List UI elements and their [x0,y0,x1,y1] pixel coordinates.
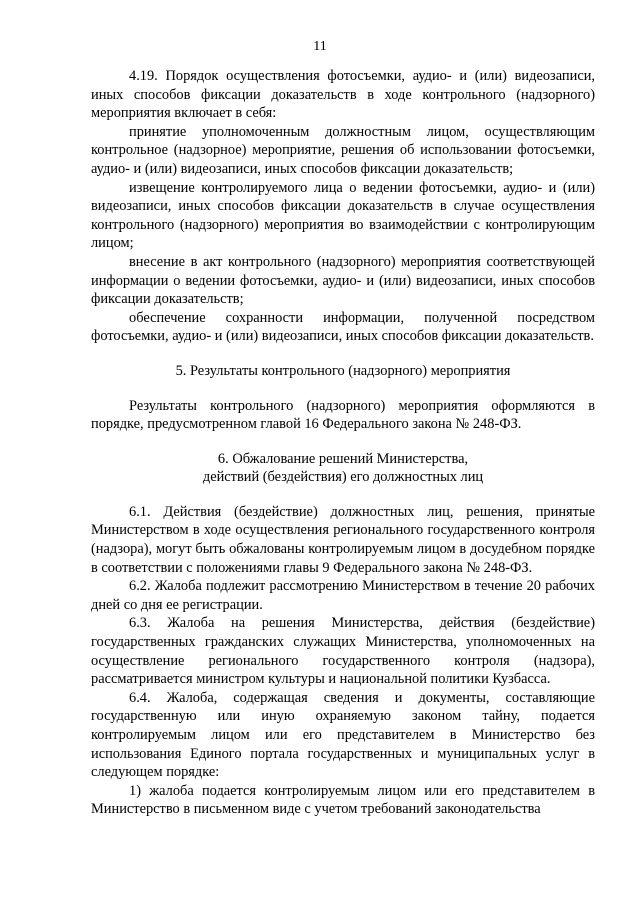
paragraph-item-notice: извещение контролируемого лица о ведении фотосъемки, аудио- и (или) видеозаписи, иных способов фиксации доказательств в случае осуществления контрольного (надзорного) мероприятия во взаимодействии с контролирующим лицом; [91,179,595,252]
paragraph-6-2: 6.2. Жалоба подлежит рассмотрению Министерством в течение 20 рабочих дней со дня ее регистрации. [91,578,595,613]
paragraph-4-19: 4.19. Порядок осуществления фотосъемки, аудио- и (или) видеозаписи, иных способов фиксации доказательств в ходе контрольного (надзорного) мероприятия включает в себя: [91,68,595,122]
section-6-heading-line1: 6. Обжалование решений Министерства, [217,450,469,467]
section-6-heading-line2: действий (бездействия) его должностных лиц [202,469,484,486]
paragraph-6-4: 6.4. Жалоба, содержащая сведения и документы, составляющие государственную или иную охраняемую законом тайну, подается контролируемым лицом или его представителем в Министерство без использования Единого портала государственных и муниципальных услуг в следующем порядке: [91,689,595,781]
paragraph-6-3: 6.3. Жалоба на решения Министерства, действия (бездействие) государственных гражданских служащих Министерства, уполномоченных на осуществление регионального государственного контроля (надзора), рассматривается министром культуры и национальной политики Кузбасса. [91,615,595,688]
page-number: 11 [313,39,327,54]
paragraph-item-decision: принятие уполномоченным должностным лицом, осуществляющим контрольное (надзорное) мероприятие, решения об использовании фотосъемки, аудио- и (или) видеозаписи, иных способов фиксации доказательств; [91,123,595,177]
paragraph-6-1: 6.1. Действия (бездействие) должностных лиц, решения, принятые Министерством в ходе осуществления регионального государственного контроля (надзора), могут быть обжалованы контролируемым лицом в досудебном порядке в соответствии с положениями главы 9 Федерального закона № 248-ФЗ. [91,503,595,576]
section-5-heading: 5. Результаты контрольного (надзорного) мероприятия [175,362,511,379]
paragraph-6-4-item-1: 1) жалоба подается контролируемым лицом или его представителем в Министерство в письменном виде с учетом требований законодательства [91,782,595,818]
paragraph-5-results: Результаты контрольного (надзорного) мероприятия оформляются в порядке, предусмотренном главой 16 Федерального закона № 248-ФЗ. [91,397,595,433]
document-body [91,67,595,819]
paragraph-item-act-entry: внесение в акт контрольного (надзорного) мероприятия соответствующей информации о ведении фотосъемки, аудио- и (или) видеозаписи, иных способов фиксации доказательств; [91,253,595,308]
paragraph-item-preservation: обеспечение сохранности информации, полученной посредством фотосъемки, аудио- и (или) видеозаписи, иных способов фиксации доказательств. [91,309,595,345]
